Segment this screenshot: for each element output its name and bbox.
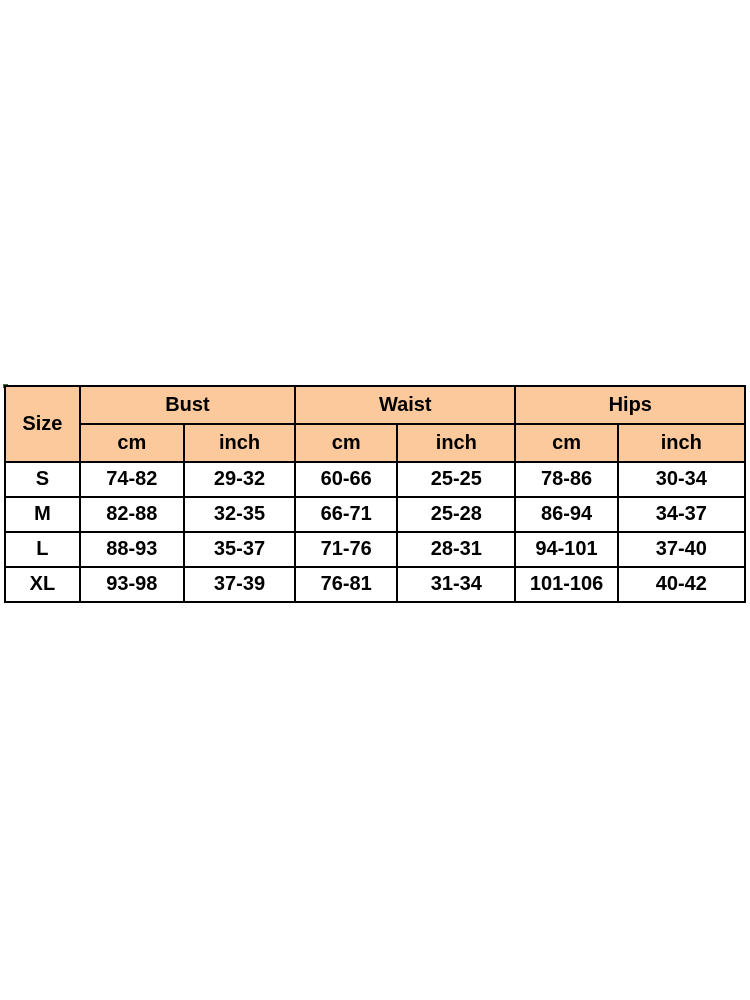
unit-header-row xyxy=(5,424,745,462)
size-header: Size xyxy=(5,386,80,462)
table-cell: 76-81 xyxy=(295,567,397,602)
table-row xyxy=(5,462,745,497)
unit-header: cm xyxy=(295,424,397,462)
table-cell: 25-25 xyxy=(397,462,515,497)
table-cell: 101-106 xyxy=(515,567,617,602)
table-cell: 34-37 xyxy=(618,497,745,532)
table-cell: 25-28 xyxy=(397,497,515,532)
unit-header: inch xyxy=(184,424,295,462)
table-row xyxy=(5,532,745,567)
table-cell: 32-35 xyxy=(184,497,295,532)
table-cell: 86-94 xyxy=(515,497,617,532)
table-cell: 28-31 xyxy=(397,532,515,567)
unit-header: inch xyxy=(618,424,745,462)
size-cell: M xyxy=(5,497,80,532)
table-cell: 35-37 xyxy=(184,532,295,567)
bust-header: Bust xyxy=(80,386,295,424)
table-cell: 93-98 xyxy=(80,567,184,602)
table-cell: 31-34 xyxy=(397,567,515,602)
hips-header: Hips xyxy=(515,386,745,424)
size-cell: L xyxy=(5,532,80,567)
size-chart-table xyxy=(4,385,746,603)
table-cell: 71-76 xyxy=(295,532,397,567)
table-cell: 82-88 xyxy=(80,497,184,532)
table-cell: 29-32 xyxy=(184,462,295,497)
group-header-row xyxy=(5,386,745,424)
table-cell: 94-101 xyxy=(515,532,617,567)
table-row xyxy=(5,567,745,602)
table-cell: 88-93 xyxy=(80,532,184,567)
table-cell: 37-39 xyxy=(184,567,295,602)
table-cell: 40-42 xyxy=(618,567,745,602)
table-cell: 37-40 xyxy=(618,532,745,567)
size-cell: XL xyxy=(5,567,80,602)
size-cell: S xyxy=(5,462,80,497)
unit-header: cm xyxy=(515,424,617,462)
table-row xyxy=(5,497,745,532)
table-cell: 60-66 xyxy=(295,462,397,497)
table-cell: 66-71 xyxy=(295,497,397,532)
unit-header: cm xyxy=(80,424,184,462)
unit-header: inch xyxy=(397,424,515,462)
table-cell: 74-82 xyxy=(80,462,184,497)
table-cell: 30-34 xyxy=(618,462,745,497)
waist-header: Waist xyxy=(295,386,515,424)
table-cell: 78-86 xyxy=(515,462,617,497)
